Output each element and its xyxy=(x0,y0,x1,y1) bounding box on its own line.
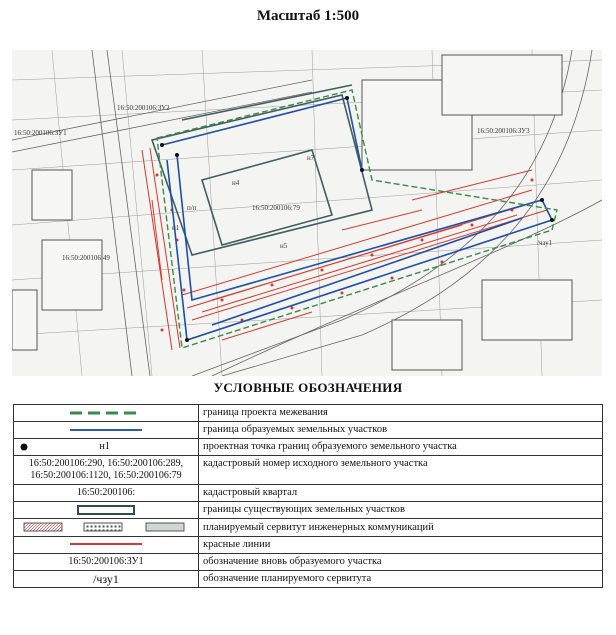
label-center: 16:50:200106:79 xyxy=(252,204,300,212)
green-dash-symbol xyxy=(66,409,146,417)
legend-description: граница проекта межевания xyxy=(199,405,603,422)
legend-description: проектная точка границ образуемого земельного участка xyxy=(199,439,603,456)
legend-row xyxy=(14,519,603,536)
legend-symbol-text: 16:50:200106:290, 16:50:200106:289, 16:50:200106:1120, 16:50:200106:79 xyxy=(14,456,199,485)
legend-table xyxy=(13,404,603,588)
legend-description: планируемый сервитут инженерных коммуникаций xyxy=(199,519,603,536)
label-chzu: /чзу1 xyxy=(537,239,553,247)
legend-symbol xyxy=(14,519,199,536)
legend-description: граница образуемых земельных участков xyxy=(199,422,603,439)
servitude-symbol xyxy=(22,521,190,533)
legend-title: УСЛОВНЫЕ ОБОЗНАЧЕНИЯ xyxy=(213,380,403,395)
point-label: н1 xyxy=(99,441,111,452)
buildings xyxy=(12,55,572,370)
label-lot: п/п xyxy=(187,204,197,212)
legend-description: обозначение вновь образуемого участка xyxy=(199,553,603,570)
legend-symbol xyxy=(14,405,199,422)
red-line-symbol xyxy=(66,540,146,548)
label-zu1: 16:50:200106:ЗУ1 xyxy=(14,129,67,137)
point-symbol xyxy=(18,442,32,452)
scale-title: Масштаб 1:500 xyxy=(256,8,360,24)
legend-symbol xyxy=(14,439,199,456)
legend-row xyxy=(14,536,603,553)
map-canvas xyxy=(12,50,602,376)
legend-symbol-text: /чзу1 xyxy=(14,570,199,587)
legend-row xyxy=(14,456,603,485)
legend-description: красные линии xyxy=(199,536,603,553)
legend-row xyxy=(14,502,603,519)
cadastral-map[interactable] xyxy=(12,50,602,376)
legend-description: обозначение планируемого сервитута xyxy=(199,570,603,587)
legend-symbol-text: 16:50:200106:ЗУ1 xyxy=(14,553,199,570)
legend-symbol xyxy=(14,502,199,519)
label-zu2: 16:50:200106:ЗУ2 xyxy=(117,104,170,112)
legend-row xyxy=(14,485,603,502)
legend-row xyxy=(14,405,603,422)
legend-description: кадастровый квартал xyxy=(199,485,603,502)
label-left: 16:50:200106:49 xyxy=(62,254,110,262)
label-n4: н4 xyxy=(232,179,240,187)
legend-description: кадастровый номер исходного земельного участка xyxy=(199,456,603,485)
label-n7: н7 xyxy=(307,154,315,162)
label-n1: н1 xyxy=(172,224,180,232)
label-n5: н5 xyxy=(280,242,288,250)
parcel-box-symbol xyxy=(66,504,146,516)
legend-symbol xyxy=(14,422,199,439)
legend-description: границы существующих земельных участков xyxy=(199,502,603,519)
legend-row xyxy=(14,553,603,570)
legend-symbol-text: 16:50:200106: xyxy=(14,485,199,502)
legend-row xyxy=(14,570,603,587)
legend-row xyxy=(14,439,603,456)
label-zu3: 16:50:200106:ЗУ3 xyxy=(477,127,530,135)
blue-line-symbol xyxy=(66,426,146,434)
legend-symbol xyxy=(14,536,199,553)
legend-row xyxy=(14,422,603,439)
